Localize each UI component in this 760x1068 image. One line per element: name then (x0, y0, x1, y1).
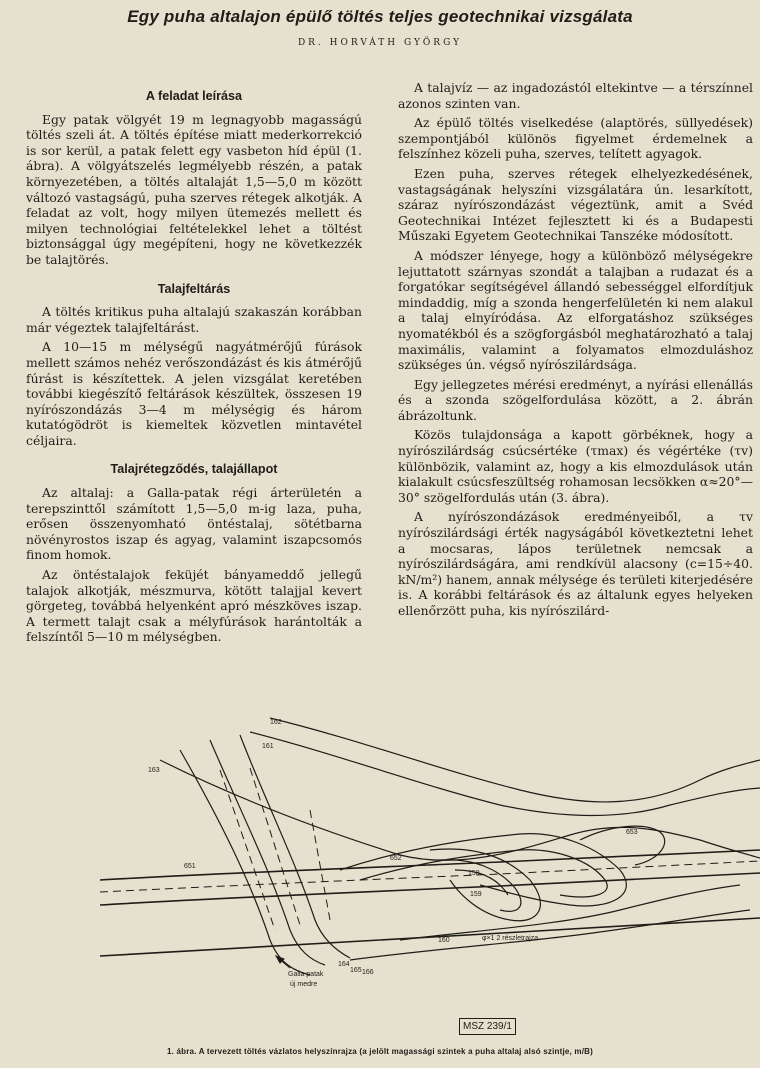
contour-line (160, 760, 760, 860)
contour-label: 163 (148, 767, 160, 774)
author: DR. HORVÁTH GYÖRGY (297, 38, 463, 48)
contour-label: 165 (350, 967, 362, 974)
paragraph: Egy patak völgyét 19 m legnagyobb magasságú töltés szeli át. A töltés építése miatt mederkorrekció is sor kerül, a patak felett egy vasbeton híd épül (1. ábra). A völgyátszelés legmélyebb részén, a patak környezetében, a töltés altalaját 1,5—5,0 m között változó vastagságú, puha szerves rétegek alkotják. A feladat az volt, hogy milyen ütemezés mellett és milyen technológiai feltételekkel lehet a töltést biztonsággal úgy megépíteni, hogy ne következzék be talajtörés. (26, 111, 362, 267)
bridge-line (310, 810, 330, 920)
paragraph: Az épülő töltés viselkedése (alaptörés, süllyedések) szempontjából különös figyelmet érdemelnek a felszínhez közeli puha, szerves, telített agyagok. (398, 115, 753, 162)
site-plan-figure (100, 710, 760, 1016)
section-heading-task: A feladat leírása (145, 89, 243, 103)
contour-label: 158 (468, 870, 480, 877)
contour-label: 166 (362, 969, 374, 976)
contour-line (580, 826, 665, 865)
creek-label: új medre (290, 981, 318, 988)
contour-label: 159 (470, 891, 482, 898)
contour-label: 162 (270, 719, 282, 726)
section-heading-exploration: Talajfeltárás (157, 281, 231, 296)
contour-line (270, 718, 760, 802)
paragraph: A 10—15 m mélységű nagyátmérőjű fúrások mellett számos nehéz verőszondázást és kis átmérőjű fúrást is készítettek. A jelen vizsgálat keretében további kiegészítő feltárások készültek, összesen 19 nyírószondázás 3—4 m mélységig és három kutatógödröt is kiemeltek közvetlen mintavétel céljaira. (26, 339, 362, 448)
contour-line (250, 732, 760, 816)
paragraph: A töltés kritikus puha altalajú szakaszán korábban már végeztek talajfeltárást. (26, 304, 362, 335)
contour-line (350, 910, 750, 960)
paragraph: Közös tulajdonsága a kapott görbéknek, hogy a nyírószilárdság csúcsértéke (τmax) és végértéke (τv) különbözik, valamint az, hogy a kis elmozdulások után kialakult csúcsfeszültség rohamosan lecsökken α≈20°—30° szögelfordulás után (3. ábra). (398, 427, 753, 505)
paragraph: Az öntéstalajok feküjét bányameddő jellegű talajok alkotják, mészmurva, kötött talajjal kevert görgeteg, továbbá helyenként apró mészköves iszap. A termett talajt csak a mélyfúrások harántolták a felszíntől 5—10 m mélységben. (26, 567, 362, 645)
article-title: Egy puha altalajon épülő töltés teljes geotechnikai vizsgálata (127, 7, 633, 26)
site-plan-drawing (100, 710, 760, 1016)
section-heading-layers: Talajrétegződés, talajállapot (110, 462, 278, 477)
scale-label: φ×1 2 részletrajza (482, 935, 539, 942)
bridge-line (220, 770, 275, 930)
contour-label: 651 (184, 863, 196, 870)
paragraph: A talajvíz — az ingadozástól eltekintve — a térszínnel azonos szinten van. (398, 80, 753, 111)
contour-label: 160 (438, 937, 450, 944)
paragraph: A módszer lényege, hogy a különböző mélységekre lejuttatott szárnyas szondát a talajban a rudazat és a forgatókar segítségével állandó sebességgel elfordítjuk mindaddig, míg a szonda hengerfelületén ki nem alakul a talaj elnyíródása. Az elforgatáshoz szükséges nyomatékból és a szögforgásból meghatározható a talaj maximális, valamint a folyamatos elmozduláshoz szükséges ún. végső nyírószilárdsága. (398, 247, 753, 373)
contour-label: 653 (626, 829, 638, 836)
embankment-edge (100, 850, 760, 880)
right-column (398, 80, 753, 623)
contour-label: 161 (262, 743, 274, 750)
creek-label: Galla patak (288, 971, 324, 978)
paragraph: A nyírószondázások eredményeiből, a τv nyírószilárdsági érték nagyságából következtetni lehet a mocsaras, lápos területnek nemcsak a nyírószilárdságára, ami rendkívül alacsony (c=15÷40. kN/m²) hanem, annak mélysége és területi kiterjedésére is. A korábbi feltárások és az általunk egyes helyeken ellenőrzött puha, kis nyírószilárd- (398, 509, 753, 618)
creek-line (180, 750, 310, 975)
contour-line (400, 885, 740, 940)
standard-stamp: MSZ 239/1 (459, 1018, 516, 1035)
contour-label: 164 (338, 961, 350, 968)
left-column (26, 80, 362, 649)
paragraph: Az altalaj: a Galla-patak régi árterületén a terepszinttől számított 1,5—5,0 m-ig laza, puha, erősen összenyomható öntéstalaj, sötétbarna növényrostos iszap és agyag, valamint iszapcsomós finom homok. (26, 485, 362, 563)
paragraph: Ezen puha, szerves rétegek elhelyezkedésének, vastagságának helyszíni vizsgálatára ún. lesarkított, száraz nyírószondázást végeztünk, amit a Svéd Geotechnikai Intézet fejlesztett ki és a Budapesti Műszaki Egyetem Geotechnikai Tanszéke módosított. (398, 165, 753, 244)
paragraph: Egy jellegzetes mérési eredményt, a nyírási ellenállás és a szonda szögelfordulása között, a 2. ábrán ábrázoltunk. (398, 376, 753, 423)
contour-label: 652 (390, 855, 402, 862)
figure-caption: 1. ábra. A tervezett töltés vázlatos helyszínrajza (a jelölt magassági szintek a puha altalaj alsó szintje, m/B) (167, 1047, 593, 1056)
